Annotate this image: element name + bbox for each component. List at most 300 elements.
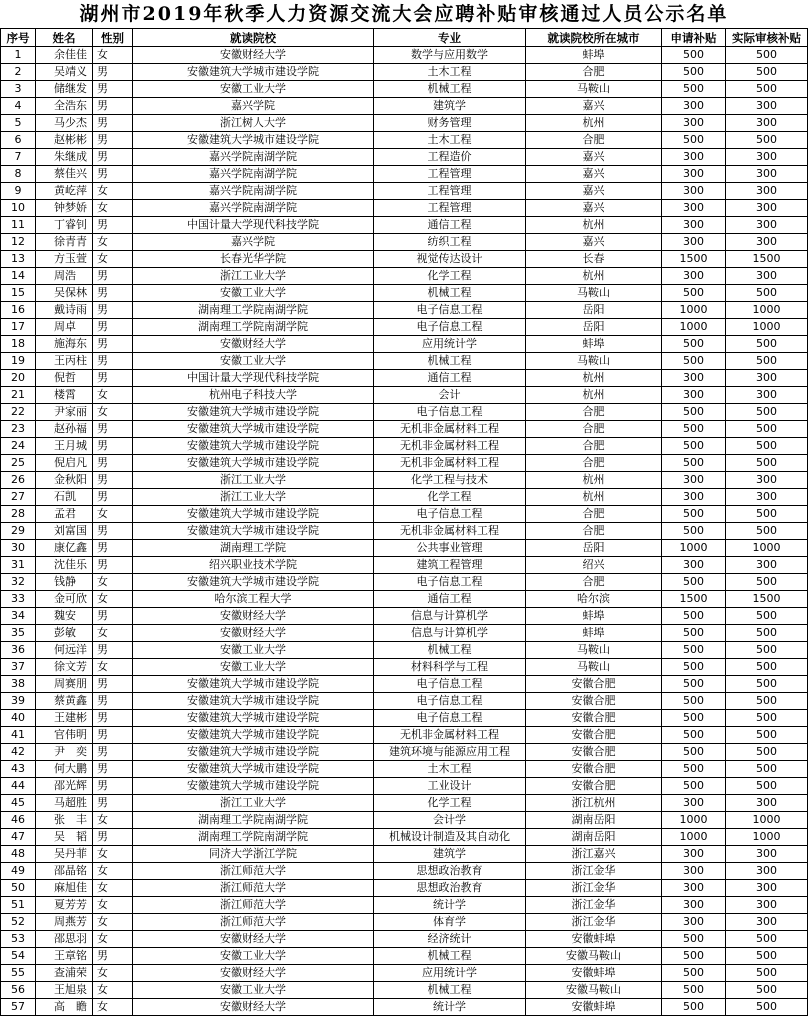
city-cell: 杭州 — [526, 217, 662, 234]
school-cell: 浙江工业大学 — [133, 489, 374, 506]
city-cell: 嘉兴 — [526, 183, 662, 200]
table-row — [1, 591, 808, 608]
applied-subsidy-cell: 300 — [662, 863, 726, 880]
table-row — [1, 353, 808, 370]
gender-cell: 男 — [93, 642, 133, 659]
city-cell: 嘉兴 — [526, 166, 662, 183]
name-cell: 彭敏 — [36, 625, 93, 642]
table-row — [1, 234, 808, 251]
gender-cell: 男 — [93, 285, 133, 302]
approved-subsidy-cell: 300 — [726, 489, 808, 506]
approved-subsidy-cell: 500 — [726, 353, 808, 370]
major-cell: 无机非金属材料工程 — [374, 421, 526, 438]
index-cell: 49 — [1, 863, 36, 880]
school-cell: 安徽工业大学 — [133, 982, 374, 999]
index-cell: 35 — [1, 625, 36, 642]
city-cell: 马鞍山 — [526, 353, 662, 370]
city-cell: 浙江金华 — [526, 914, 662, 931]
major-cell: 思想政治教育 — [374, 880, 526, 897]
name-cell: 高 瞻 — [36, 999, 93, 1016]
applied-subsidy-cell: 1500 — [662, 251, 726, 268]
city-cell: 安徽蚌埠 — [526, 965, 662, 982]
major-cell: 工程管理 — [374, 200, 526, 217]
gender-cell: 女 — [93, 234, 133, 251]
gender-cell: 男 — [93, 132, 133, 149]
applied-subsidy-cell: 300 — [662, 897, 726, 914]
index-cell: 12 — [1, 234, 36, 251]
approved-subsidy-cell: 500 — [726, 438, 808, 455]
major-cell: 机械工程 — [374, 642, 526, 659]
major-cell: 应用统计学 — [374, 336, 526, 353]
school-cell: 浙江师范大学 — [133, 897, 374, 914]
city-cell: 杭州 — [526, 115, 662, 132]
index-cell: 13 — [1, 251, 36, 268]
gender-cell: 男 — [93, 778, 133, 795]
gender-cell: 男 — [93, 557, 133, 574]
gender-cell: 男 — [93, 727, 133, 744]
school-cell: 嘉兴学院南湖学院 — [133, 166, 374, 183]
name-cell: 马超胜 — [36, 795, 93, 812]
index-cell: 9 — [1, 183, 36, 200]
approved-subsidy-cell: 500 — [726, 404, 808, 421]
major-cell: 土木工程 — [374, 132, 526, 149]
name-cell: 尹 奕 — [36, 744, 93, 761]
city-cell: 安徽合肥 — [526, 744, 662, 761]
major-cell: 化学工程与技术 — [374, 472, 526, 489]
table-row — [1, 540, 808, 557]
major-cell: 工程管理 — [374, 166, 526, 183]
major-cell: 无机非金属材料工程 — [374, 438, 526, 455]
applied-subsidy-cell: 500 — [662, 744, 726, 761]
major-cell: 电子信息工程 — [374, 404, 526, 421]
name-cell: 钱静 — [36, 574, 93, 591]
gender-cell: 男 — [93, 319, 133, 336]
school-cell: 安徽财经大学 — [133, 999, 374, 1016]
school-cell: 安徽建筑大学城市建设学院 — [133, 438, 374, 455]
city-cell: 湖南岳阳 — [526, 812, 662, 829]
major-cell: 会计 — [374, 387, 526, 404]
name-cell: 魏安 — [36, 608, 93, 625]
major-cell: 数学与应用数学 — [374, 47, 526, 64]
city-cell: 安徽蚌埠 — [526, 999, 662, 1016]
name-cell: 钟梦娇 — [36, 200, 93, 217]
school-cell: 安徽财经大学 — [133, 47, 374, 64]
gender-cell: 男 — [93, 421, 133, 438]
table-row — [1, 778, 808, 795]
school-cell: 嘉兴学院 — [133, 234, 374, 251]
table-row — [1, 829, 808, 846]
applied-subsidy-cell: 500 — [662, 455, 726, 472]
city-cell: 长春 — [526, 251, 662, 268]
header-cell: 姓名 — [36, 29, 93, 47]
index-cell: 29 — [1, 523, 36, 540]
table-row — [1, 132, 808, 149]
index-cell: 30 — [1, 540, 36, 557]
name-cell: 查浦荣 — [36, 965, 93, 982]
index-cell: 57 — [1, 999, 36, 1016]
applied-subsidy-cell: 500 — [662, 574, 726, 591]
name-cell: 孟君 — [36, 506, 93, 523]
city-cell: 蚌埠 — [526, 608, 662, 625]
gender-cell: 男 — [93, 472, 133, 489]
school-cell: 安徽建筑大学城市建设学院 — [133, 404, 374, 421]
gender-cell: 男 — [93, 268, 133, 285]
name-cell: 蔡佳兴 — [36, 166, 93, 183]
index-cell: 18 — [1, 336, 36, 353]
applied-subsidy-cell: 500 — [662, 710, 726, 727]
approved-subsidy-cell: 500 — [726, 948, 808, 965]
school-cell: 杭州电子科技大学 — [133, 387, 374, 404]
school-cell: 中国计量大学现代科技学院 — [133, 217, 374, 234]
major-cell: 会计学 — [374, 812, 526, 829]
index-cell: 24 — [1, 438, 36, 455]
name-cell: 周赛朋 — [36, 676, 93, 693]
city-cell: 浙江金华 — [526, 897, 662, 914]
school-cell: 安徽工业大学 — [133, 659, 374, 676]
index-cell: 27 — [1, 489, 36, 506]
school-cell: 安徽建筑大学城市建设学院 — [133, 132, 374, 149]
index-cell: 19 — [1, 353, 36, 370]
applied-subsidy-cell: 300 — [662, 200, 726, 217]
city-cell: 蚌埠 — [526, 336, 662, 353]
school-cell: 同济大学浙江学院 — [133, 846, 374, 863]
table-row — [1, 744, 808, 761]
gender-cell: 男 — [93, 81, 133, 98]
table-row — [1, 251, 808, 268]
name-cell: 尹家丽 — [36, 404, 93, 421]
index-cell: 54 — [1, 948, 36, 965]
header-cell: 就读院校所在城市 — [526, 29, 662, 47]
city-cell: 马鞍山 — [526, 81, 662, 98]
major-cell: 机械工程 — [374, 353, 526, 370]
name-cell: 吴保林 — [36, 285, 93, 302]
approved-subsidy-cell: 500 — [726, 693, 808, 710]
gender-cell: 男 — [93, 710, 133, 727]
name-cell: 吴靖义 — [36, 64, 93, 81]
name-cell: 蔡黄鑫 — [36, 693, 93, 710]
table-row — [1, 47, 808, 64]
table-row — [1, 115, 808, 132]
school-cell: 安徽工业大学 — [133, 642, 374, 659]
approved-subsidy-cell: 500 — [726, 336, 808, 353]
applied-subsidy-cell: 300 — [662, 149, 726, 166]
applied-subsidy-cell: 300 — [662, 217, 726, 234]
gender-cell: 女 — [93, 404, 133, 421]
table-row — [1, 982, 808, 999]
table-row — [1, 268, 808, 285]
name-cell: 吴丹菲 — [36, 846, 93, 863]
name-cell: 马少杰 — [36, 115, 93, 132]
city-cell: 湖南岳阳 — [526, 829, 662, 846]
name-cell: 徐文芳 — [36, 659, 93, 676]
applied-subsidy-cell: 500 — [662, 81, 726, 98]
school-cell: 安徽财经大学 — [133, 625, 374, 642]
applied-subsidy-cell: 500 — [662, 676, 726, 693]
major-cell: 机械设计制造及其自动化 — [374, 829, 526, 846]
school-cell: 湖南理工学院南湖学院 — [133, 812, 374, 829]
approved-subsidy-cell: 500 — [726, 81, 808, 98]
name-cell: 邵晶铭 — [36, 863, 93, 880]
index-cell: 56 — [1, 982, 36, 999]
index-cell: 2 — [1, 64, 36, 81]
name-cell: 楼霄 — [36, 387, 93, 404]
major-cell: 土木工程 — [374, 761, 526, 778]
school-cell: 安徽建筑大学城市建设学院 — [133, 744, 374, 761]
index-cell: 31 — [1, 557, 36, 574]
gender-cell: 男 — [93, 302, 133, 319]
index-cell: 25 — [1, 455, 36, 472]
gender-cell: 男 — [93, 149, 133, 166]
major-cell: 化学工程 — [374, 489, 526, 506]
major-cell: 无机非金属材料工程 — [374, 523, 526, 540]
major-cell: 材料科学与工程 — [374, 659, 526, 676]
table-row — [1, 387, 808, 404]
name-cell: 余佳佳 — [36, 47, 93, 64]
approved-subsidy-cell: 500 — [726, 625, 808, 642]
name-cell: 麻旭佳 — [36, 880, 93, 897]
major-cell: 化学工程 — [374, 795, 526, 812]
major-cell: 电子信息工程 — [374, 574, 526, 591]
major-cell: 思想政治教育 — [374, 863, 526, 880]
approved-subsidy-cell: 300 — [726, 880, 808, 897]
approved-subsidy-cell: 300 — [726, 897, 808, 914]
approved-subsidy-cell: 300 — [726, 370, 808, 387]
table-row — [1, 64, 808, 81]
major-cell: 电子信息工程 — [374, 710, 526, 727]
gender-cell: 男 — [93, 217, 133, 234]
approved-subsidy-cell: 500 — [726, 982, 808, 999]
gender-cell: 女 — [93, 591, 133, 608]
school-cell: 安徽建筑大学城市建设学院 — [133, 676, 374, 693]
approved-subsidy-cell: 500 — [726, 710, 808, 727]
approved-subsidy-cell: 300 — [726, 234, 808, 251]
major-cell: 建筑工程管理 — [374, 557, 526, 574]
major-cell: 机械工程 — [374, 982, 526, 999]
table-row — [1, 557, 808, 574]
city-cell: 杭州 — [526, 472, 662, 489]
major-cell: 建筑环境与能源应用工程 — [374, 744, 526, 761]
approved-subsidy-cell: 500 — [726, 285, 808, 302]
name-cell: 周卓 — [36, 319, 93, 336]
gender-cell: 女 — [93, 897, 133, 914]
applied-subsidy-cell: 300 — [662, 370, 726, 387]
header-cell: 专业 — [374, 29, 526, 47]
index-cell: 3 — [1, 81, 36, 98]
major-cell: 无机非金属材料工程 — [374, 455, 526, 472]
table-row — [1, 897, 808, 914]
approved-subsidy-cell: 300 — [726, 846, 808, 863]
gender-cell: 男 — [93, 438, 133, 455]
index-cell: 10 — [1, 200, 36, 217]
major-cell: 统计学 — [374, 999, 526, 1016]
school-cell: 长春光华学院 — [133, 251, 374, 268]
name-cell: 周燕芳 — [36, 914, 93, 931]
name-cell: 吴 韬 — [36, 829, 93, 846]
applied-subsidy-cell: 300 — [662, 115, 726, 132]
applied-subsidy-cell: 300 — [662, 98, 726, 115]
school-cell: 嘉兴学院南湖学院 — [133, 149, 374, 166]
school-cell: 哈尔滨工程大学 — [133, 591, 374, 608]
gender-cell: 男 — [93, 455, 133, 472]
applied-subsidy-cell: 1000 — [662, 319, 726, 336]
gender-cell: 男 — [93, 64, 133, 81]
school-cell: 湖南理工学院 — [133, 540, 374, 557]
applied-subsidy-cell: 300 — [662, 489, 726, 506]
major-cell: 机械工程 — [374, 948, 526, 965]
school-cell: 绍兴职业技术学院 — [133, 557, 374, 574]
name-cell: 邵思羽 — [36, 931, 93, 948]
name-cell: 沈佳乐 — [36, 557, 93, 574]
name-cell: 王章铭 — [36, 948, 93, 965]
major-cell: 经济统计 — [374, 931, 526, 948]
school-cell: 安徽建筑大学城市建设学院 — [133, 693, 374, 710]
table-row — [1, 812, 808, 829]
gender-cell: 女 — [93, 863, 133, 880]
applied-subsidy-cell: 500 — [662, 931, 726, 948]
table-row — [1, 761, 808, 778]
table-row — [1, 98, 808, 115]
applied-subsidy-cell: 500 — [662, 421, 726, 438]
applied-subsidy-cell: 1000 — [662, 302, 726, 319]
major-cell: 工程造价 — [374, 149, 526, 166]
city-cell: 合肥 — [526, 523, 662, 540]
index-cell: 43 — [1, 761, 36, 778]
city-cell: 安徽合肥 — [526, 693, 662, 710]
approved-subsidy-cell: 500 — [726, 931, 808, 948]
approved-subsidy-cell: 500 — [726, 421, 808, 438]
applied-subsidy-cell: 500 — [662, 353, 726, 370]
applied-subsidy-cell: 300 — [662, 166, 726, 183]
city-cell: 安徽马鞍山 — [526, 948, 662, 965]
gender-cell: 女 — [93, 574, 133, 591]
major-cell: 统计学 — [374, 897, 526, 914]
city-cell: 合肥 — [526, 574, 662, 591]
table-row — [1, 404, 808, 421]
city-cell: 合肥 — [526, 132, 662, 149]
major-cell: 电子信息工程 — [374, 319, 526, 336]
school-cell: 安徽工业大学 — [133, 81, 374, 98]
index-cell: 5 — [1, 115, 36, 132]
table-row — [1, 659, 808, 676]
table-row — [1, 438, 808, 455]
applied-subsidy-cell: 500 — [662, 438, 726, 455]
school-cell: 中国计量大学现代科技学院 — [133, 370, 374, 387]
school-cell: 安徽工业大学 — [133, 285, 374, 302]
name-cell: 何大鹏 — [36, 761, 93, 778]
name-cell: 施海东 — [36, 336, 93, 353]
city-cell: 哈尔滨 — [526, 591, 662, 608]
city-cell: 杭州 — [526, 370, 662, 387]
gender-cell: 女 — [93, 880, 133, 897]
applied-subsidy-cell: 500 — [662, 47, 726, 64]
table-row — [1, 965, 808, 982]
name-cell: 王建彬 — [36, 710, 93, 727]
gender-cell: 男 — [93, 795, 133, 812]
approved-subsidy-cell: 1000 — [726, 812, 808, 829]
index-cell: 45 — [1, 795, 36, 812]
city-cell: 安徽蚌埠 — [526, 931, 662, 948]
index-cell: 32 — [1, 574, 36, 591]
name-cell: 赵孙福 — [36, 421, 93, 438]
name-cell: 康亿鑫 — [36, 540, 93, 557]
major-cell: 建筑学 — [374, 98, 526, 115]
gender-cell: 女 — [93, 999, 133, 1016]
gender-cell: 女 — [93, 659, 133, 676]
name-cell: 何远洋 — [36, 642, 93, 659]
approved-subsidy-cell: 1500 — [726, 591, 808, 608]
name-cell: 官伟明 — [36, 727, 93, 744]
gender-cell: 男 — [93, 608, 133, 625]
index-cell: 23 — [1, 421, 36, 438]
table-row — [1, 676, 808, 693]
major-cell: 纺织工程 — [374, 234, 526, 251]
applied-subsidy-cell: 300 — [662, 795, 726, 812]
name-cell: 黄屹萍 — [36, 183, 93, 200]
city-cell: 安徽马鞍山 — [526, 982, 662, 999]
approved-subsidy-cell: 300 — [726, 387, 808, 404]
name-cell: 朱继成 — [36, 149, 93, 166]
city-cell: 安徽合肥 — [526, 676, 662, 693]
gender-cell: 女 — [93, 931, 133, 948]
school-cell: 安徽建筑大学城市建设学院 — [133, 506, 374, 523]
school-cell: 浙江工业大学 — [133, 472, 374, 489]
city-cell: 蚌埠 — [526, 625, 662, 642]
index-cell: 34 — [1, 608, 36, 625]
header-cell: 性别 — [93, 29, 133, 47]
school-cell: 安徽建筑大学城市建设学院 — [133, 64, 374, 81]
table-row — [1, 455, 808, 472]
school-cell: 浙江工业大学 — [133, 268, 374, 285]
gender-cell: 女 — [93, 251, 133, 268]
header-row — [1, 29, 808, 47]
applied-subsidy-cell: 500 — [662, 506, 726, 523]
index-cell: 21 — [1, 387, 36, 404]
name-cell: 夏芳芳 — [36, 897, 93, 914]
approved-subsidy-cell: 500 — [726, 608, 808, 625]
index-cell: 42 — [1, 744, 36, 761]
city-cell: 杭州 — [526, 387, 662, 404]
gender-cell: 女 — [93, 812, 133, 829]
city-cell: 嘉兴 — [526, 149, 662, 166]
school-cell: 安徽建筑大学城市建设学院 — [133, 761, 374, 778]
approved-subsidy-cell: 500 — [726, 744, 808, 761]
name-cell: 刘富国 — [36, 523, 93, 540]
applied-subsidy-cell: 300 — [662, 268, 726, 285]
city-cell: 浙江金华 — [526, 863, 662, 880]
gender-cell: 男 — [93, 540, 133, 557]
school-cell: 嘉兴学院南湖学院 — [133, 183, 374, 200]
table-row — [1, 863, 808, 880]
approved-subsidy-cell: 300 — [726, 149, 808, 166]
approved-subsidy-cell: 500 — [726, 659, 808, 676]
table-row — [1, 183, 808, 200]
applied-subsidy-cell: 500 — [662, 285, 726, 302]
applied-subsidy-cell: 300 — [662, 387, 726, 404]
gender-cell: 男 — [93, 744, 133, 761]
approved-subsidy-cell: 300 — [726, 217, 808, 234]
approved-subsidy-cell: 300 — [726, 98, 808, 115]
major-cell: 机械工程 — [374, 81, 526, 98]
applied-subsidy-cell: 500 — [662, 965, 726, 982]
city-cell: 马鞍山 — [526, 659, 662, 676]
approved-subsidy-cell: 300 — [726, 183, 808, 200]
city-cell: 岳阳 — [526, 319, 662, 336]
applied-subsidy-cell: 500 — [662, 523, 726, 540]
applied-subsidy-cell: 500 — [662, 982, 726, 999]
applied-subsidy-cell: 500 — [662, 693, 726, 710]
approved-subsidy-cell: 1000 — [726, 829, 808, 846]
gender-cell: 女 — [93, 625, 133, 642]
